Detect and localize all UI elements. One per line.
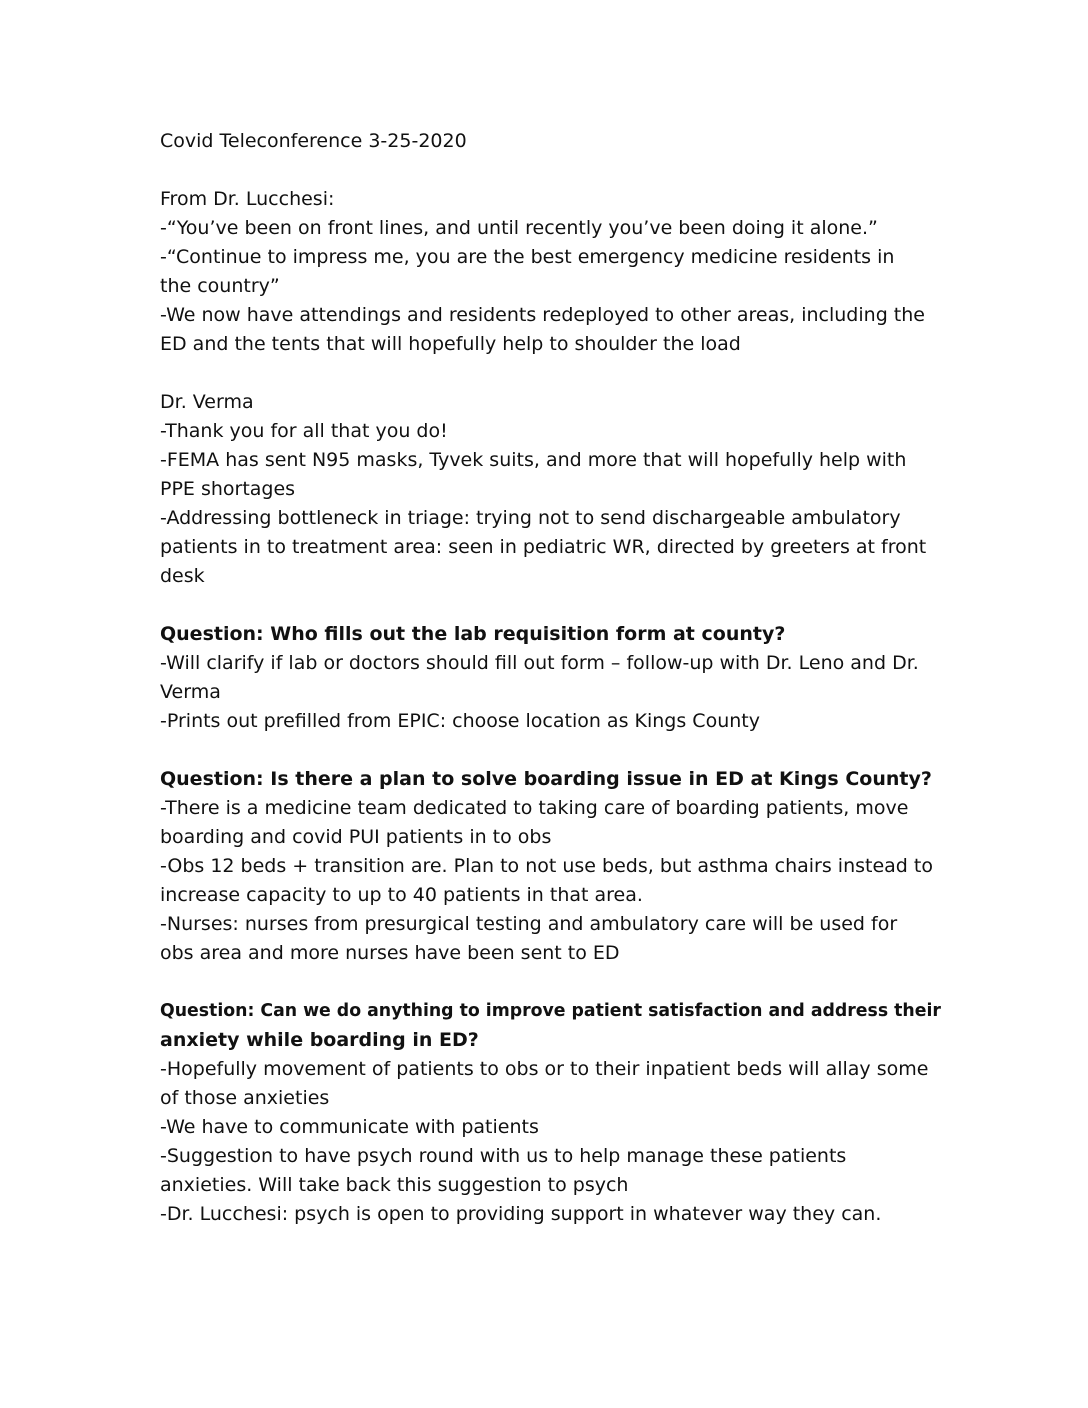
question-heading: Question: Is there a plan to solve boarding issue in ED at Kings County? xyxy=(160,768,932,790)
question-heading: Question: Who fills out the lab requisition form at county? xyxy=(160,623,786,645)
bullet-text: -Obs 12 beds + transition are. Plan to not use beds, but asthma chairs instead to xyxy=(160,855,933,877)
bullet-text-continued: the country” xyxy=(160,275,280,297)
bullet-text: -Dr. Lucchesi: psych is open to providing support in whatever way they can. xyxy=(160,1203,882,1225)
spacer xyxy=(160,968,950,997)
spacer xyxy=(160,736,950,765)
section-heading: Dr. Verma xyxy=(160,391,254,413)
bullet-text: -“Continue to impress me, you are the best emergency medicine residents in xyxy=(160,246,895,268)
bullet-text: -We have to communicate with patients xyxy=(160,1116,539,1138)
bullet-text: -FEMA has sent N95 masks, Tyvek suits, and more that will hopefully help with xyxy=(160,449,907,471)
bullet-text: -There is a medicine team dedicated to taking care of boarding patients, move xyxy=(160,797,909,819)
bullet-text-continued: obs area and more nurses have been sent to ED xyxy=(160,942,620,964)
bullet-text-continued: of those anxieties xyxy=(160,1087,330,1109)
bullet-text: -We now have attendings and residents redeployed to other areas, including the xyxy=(160,304,925,326)
bullet-text-continued: boarding and covid PUI patients in to obs xyxy=(160,826,552,848)
bullet-text-continued: patients in to treatment area: seen in pediatric WR, directed by greeters at front xyxy=(160,536,927,558)
bullet-text-continued: anxieties. Will take back this suggestion to psych xyxy=(160,1174,629,1196)
bullet-text: -Nurses: nurses from presurgical testing and ambulatory care will be used for xyxy=(160,913,898,935)
bullet-text: -Addressing bottleneck in triage: trying not to send dischargeable ambulatory xyxy=(160,507,901,529)
document-title: Covid Teleconference 3-25-2020 xyxy=(160,130,467,152)
question-heading-continued: anxiety while boarding in ED? xyxy=(160,1029,479,1051)
bullet-text: -Will clarify if lab or doctors should fill out form – follow-up with Dr. Leno and Dr. xyxy=(160,652,919,674)
bullet-text-continued: desk xyxy=(160,565,205,587)
bullet-text: -Prints out prefilled from EPIC: choose location as Kings County xyxy=(160,710,760,732)
bullet-text: -Thank you for all that you do! xyxy=(160,420,448,442)
bullet-text: -Hopefully movement of patients to obs or to their inpatient beds will allay some xyxy=(160,1058,929,1080)
document-page xyxy=(160,127,950,1229)
spacer xyxy=(160,591,950,620)
bullet-text-continued: PPE shortages xyxy=(160,478,296,500)
question-heading: Question: Can we do anything to improve patient satisfaction and address their xyxy=(160,1001,941,1021)
bullet-text-continued: ED and the tents that will hopefully help to shoulder the load xyxy=(160,333,741,355)
bullet-text-continued: increase capacity to up to 40 patients in that area. xyxy=(160,884,643,906)
bullet-text: -Suggestion to have psych round with us to help manage these patients xyxy=(160,1145,847,1167)
bullet-text: -“You’ve been on front lines, and until recently you’ve been doing it alone.” xyxy=(160,217,878,239)
spacer xyxy=(160,359,950,388)
bullet-text-continued: Verma xyxy=(160,681,221,703)
spacer xyxy=(160,156,950,185)
section-heading: From Dr. Lucchesi: xyxy=(160,188,335,210)
